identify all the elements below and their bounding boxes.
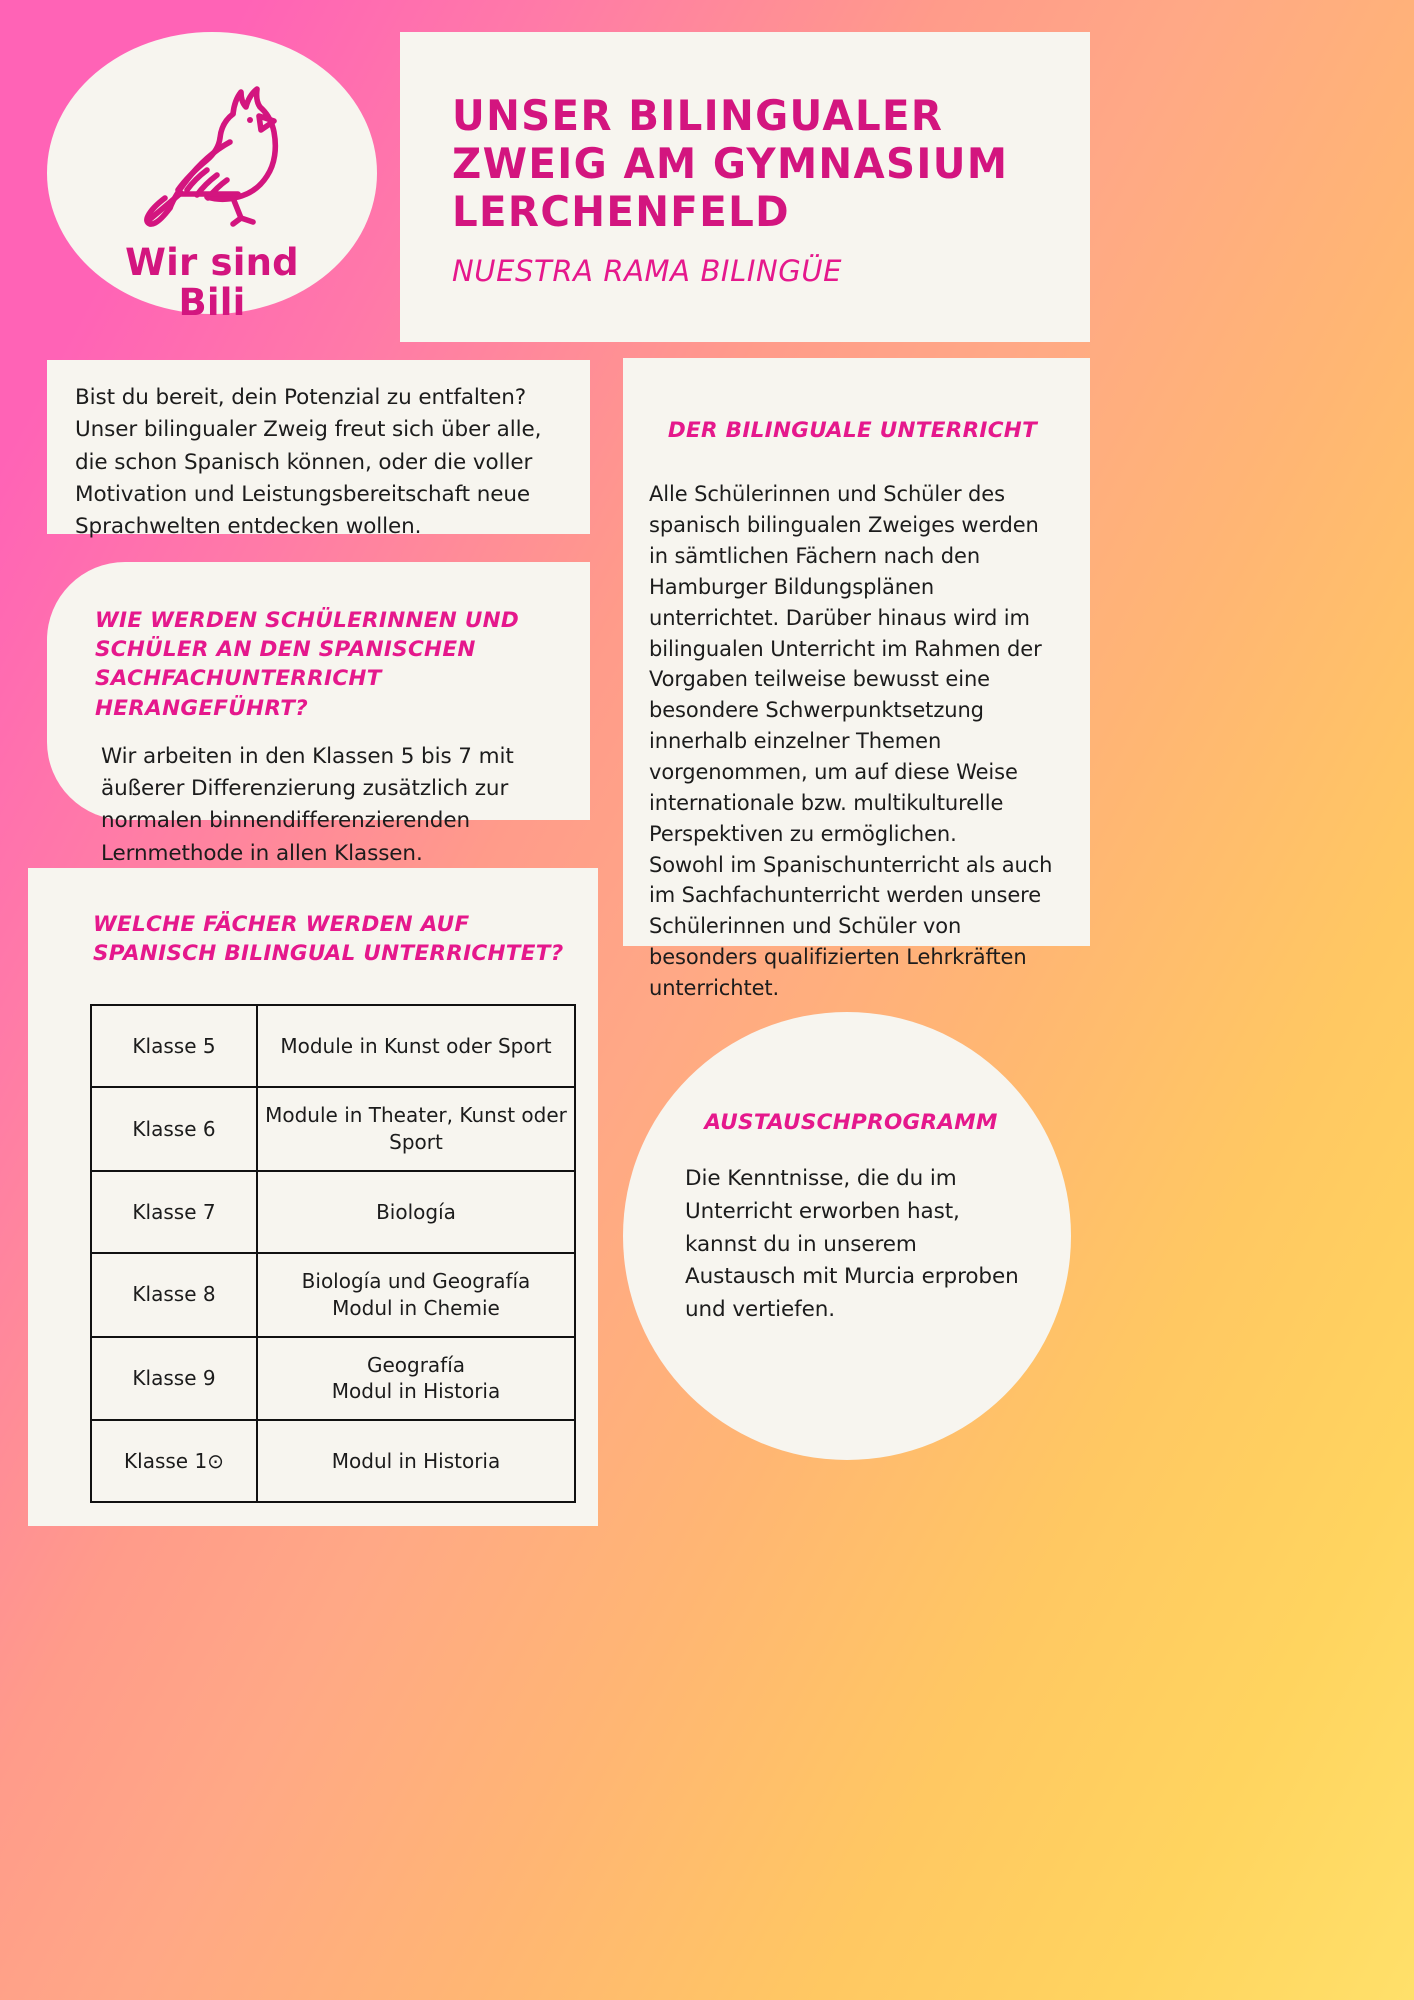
- table-row: [91, 1337, 575, 1421]
- table-cell-faecher: Geografía Modul in Historia: [257, 1337, 575, 1421]
- table-row: [91, 1087, 575, 1171]
- table-cell-klasse: Klasse 6: [91, 1087, 257, 1171]
- cardinal-bird-icon: [137, 80, 287, 237]
- subjects-card: [28, 868, 598, 1526]
- table-cell-klasse: Klasse 5: [91, 1005, 257, 1087]
- page-title: UNSER BILINGUALER ZWEIG AM GYMNASIUM LERCHENFELD: [452, 91, 1009, 236]
- bilingual-teaching-paragraph-2: Sowohl im Spanischunterricht als auch im Sachfachunterricht werden unsere Schülerinnen und Schüler von besonders qualifizierten Lehrkräften unterrichtet.: [649, 852, 1053, 1000]
- table-cell-faecher: Biología und Geografía Modul in Chemie: [257, 1253, 575, 1337]
- table-cell-faecher: Biología: [257, 1171, 575, 1253]
- table-cell-faecher: Module in Kunst oder Sport: [257, 1005, 575, 1087]
- subjects-table-body: [91, 1005, 575, 1502]
- exchange-programme-card: [623, 1012, 1071, 1460]
- table-row: [91, 1005, 575, 1087]
- header-card: [400, 32, 1090, 342]
- table-cell-faecher: Modul in Historia: [257, 1420, 575, 1502]
- table-row: [91, 1253, 575, 1337]
- intro-card: [47, 360, 590, 539]
- intro-text: Bist du bereit, dein Potenzial zu entfalten? Unser bilingualer Zweig freut sich über alle, die schon Spanisch können, oder die voller Motivation und Leistungsbereitschaft neue Sprachwelten entdecken wollen.: [75, 385, 542, 539]
- exchange-programme-heading: AUSTAUSCHPROGRAMM: [704, 1110, 998, 1135]
- page-subtitle: NUESTRA RAMA BILINGÜE: [452, 253, 843, 288]
- bilingual-teaching-paragraph-1: Alle Schülerinnen und Schüler des spanisch bilingualen Zweiges werden in sämtlichen Fächern nach den Hamburger Bildungsplänen unterrichtet. Darüber hinaus wird im bilingualen Unterricht im Rahmen der Vorgaben teilweise bewusst eine besondere Schwerpunktsetzung innerhalb einzelner Themen vorgenommen, um auf diese Weise internationale bzw. multikulturelle Perspektiven zu ermöglichen.: [649, 482, 1042, 846]
- logo-badge: [47, 32, 377, 324]
- bilingual-teaching-heading: DER BILINGUALE UNTERRICHT: [667, 418, 1038, 443]
- table-row: [91, 1171, 575, 1253]
- subjects-heading: WELCHE FÄCHER WERDEN AUF SPANISCH BILINGUAL UNTERRICHTET?: [93, 912, 564, 967]
- logo-text: [125, 243, 299, 323]
- table-cell-klasse: Klasse 8: [91, 1253, 257, 1337]
- table-cell-klasse: Klasse 7: [91, 1171, 257, 1253]
- method-card: [47, 562, 590, 866]
- exchange-programme-text: Die Kenntnisse, die du im Unterricht erworben hast, kannst du in unserem Austausch mit Murcia erproben und vertiefen.: [685, 1166, 1019, 1322]
- subjects-table: [90, 1004, 576, 1503]
- bilingual-teaching-card: [623, 358, 1090, 1000]
- table-cell-faecher: Module in Theater, Kunst oder Sport: [257, 1087, 575, 1171]
- method-text: Wir arbeiten in den Klassen 5 bis 7 mit äußerer Differenzierung zusätzlich zur normalen binnendifferenzierenden Lernmethode in allen Klassen.: [101, 743, 514, 866]
- logo-text-line2: Bili: [178, 280, 246, 324]
- table-cell-klasse: Klasse 9: [91, 1337, 257, 1421]
- table-cell-klasse: Klasse 1⊙: [91, 1420, 257, 1502]
- logo-text-line1: Wir sind: [125, 241, 299, 284]
- method-heading: WIE WERDEN SCHÜLERINNEN UND SCHÜLER AN DEN SPANISCHEN SACHFACHUNTERRICHT HERANGEFÜHRT?: [95, 608, 520, 721]
- table-row: [91, 1420, 575, 1502]
